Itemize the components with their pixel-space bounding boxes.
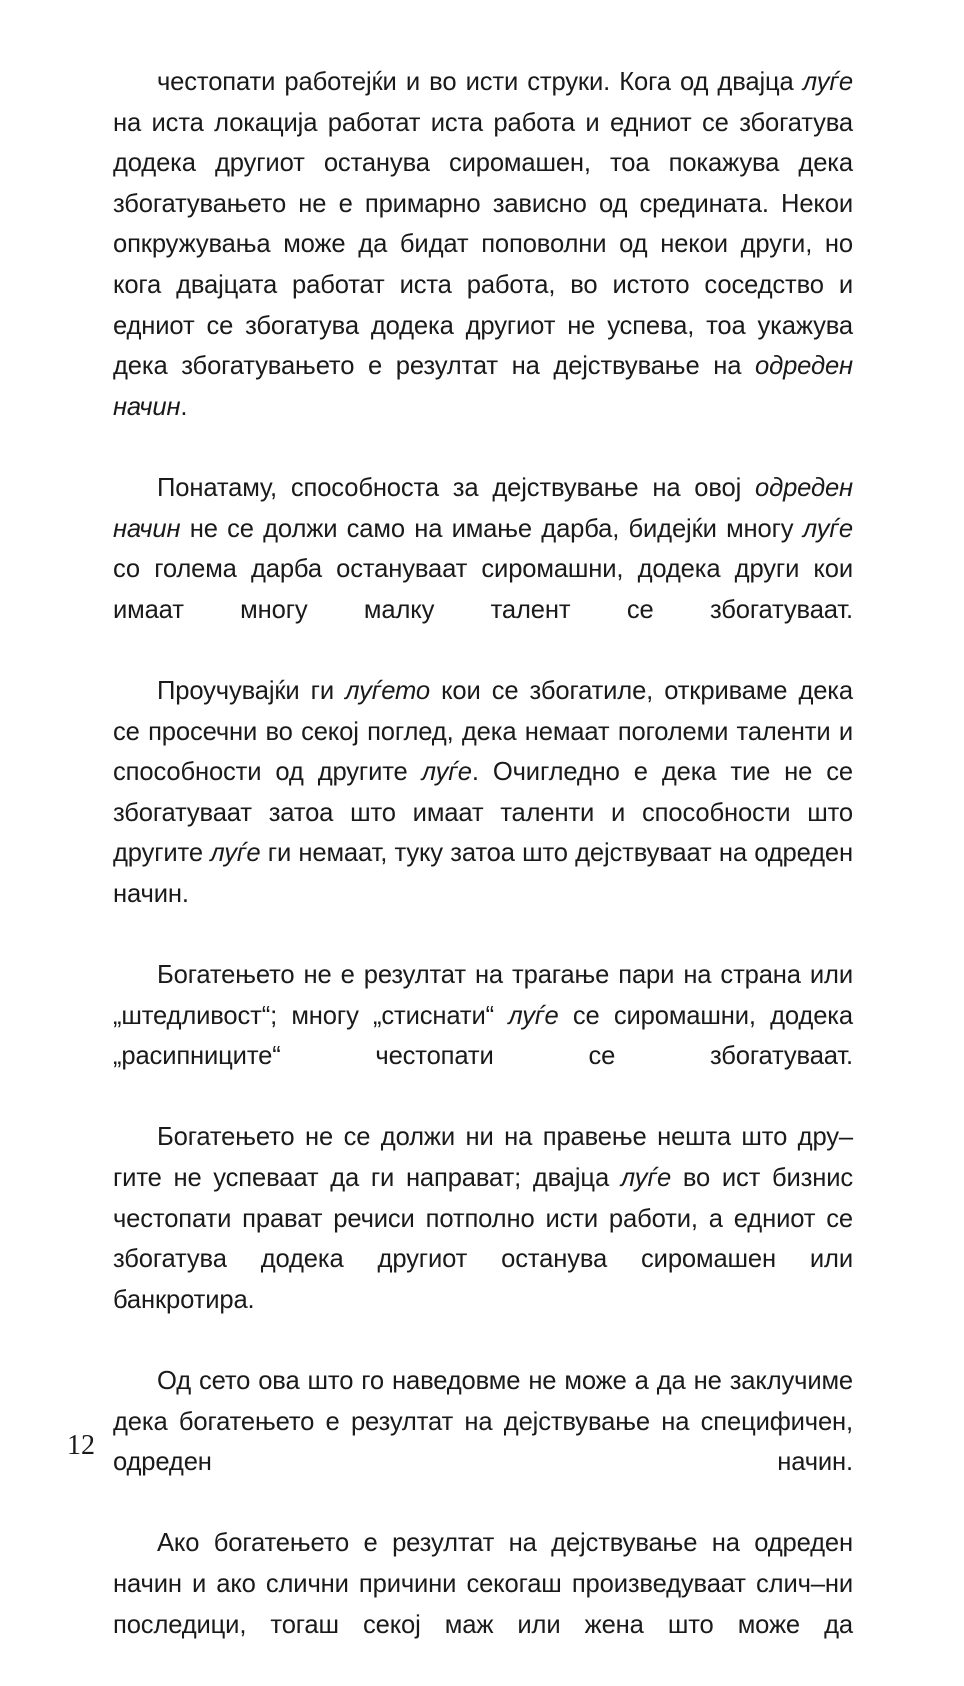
paragraph-5 [113,1117,853,1361]
paragraph-2-seg-2-italic: одреден начин [113,473,853,543]
paragraph-3-seg-1: Проучувајќи ги [157,676,346,705]
paragraph-1-seg-4-italic: одреден начин [113,352,853,421]
page-text-block [113,62,853,1686]
paragraph-1 [113,62,853,468]
paragraph-3-seg-7: ги немаат, туку затоа што дејствуваат на одреден начин. [113,839,853,908]
paragraph-1-seg-1: честопати работејќи и во исти струки. Кога од двајца [157,68,803,96]
paragraph-1-seg-3: на иста локација работат иста работа и едниот се збогатува додека другиот останува сиромашен, тоа покажува дека збогатувањето не е примарно зависно од срединатa. Некои опкружувања може да бидат поповолни од некои други, но кога двајцата работат иста работа, во истото соседство и едниот се збогатува додека другиот не успева, тоа укажува дека збогатувањето е резултат на дејствување на [113,108,853,381]
paragraph-3-seg-2-italic: луѓето [345,676,431,705]
paragraph-2-seg-3: не се должи само на имање дарба, бидејќи многу [180,514,803,543]
paragraph-4 [113,955,853,1117]
paragraph-7 [113,1523,853,1685]
page-number: 12 [67,1430,95,1461]
paragraph-4-seg-1: Богатењето не е резултат на трагање пари на страна или „штедливост“; многу „стиснати“ [113,961,853,1030]
paragraph-3-seg-3: кои се збогатиле, откриваме дека се просечни во секој поглед, дека немаат поголеми таленти и способности од другите [113,676,853,787]
paragraph-5-seg-3: во ист бизнис честопати прават речиси потполно исти работи, а едниот се збогатува додека другиот останува сиромашен или банкротира. [113,1164,853,1314]
paragraph-1-seg-2-italic: луѓе [802,68,853,96]
paragraph-6 [113,1361,853,1523]
paragraph-3-seg-4-italic: луѓе [421,758,472,787]
paragraph-4-seg-2-italic: луѓе [508,1001,559,1030]
paragraph-6-seg-1: Од сето ова што го наведовме не може а да не заклучиме дека богатењето е резултат на дејствување на специфичен, одреден начин. [113,1367,853,1477]
paragraph-7-seg-1: Ако богатењето е резултат на дејствување на одреден начин и ако слични причини секогаш произведуваат слич–ни последици, тогаш секој маж или жена што може да [113,1529,853,1639]
paragraph-3-seg-5: . Очигледно е дека тие не се збогатуваат затоа што имаат таленти и способности што другите [113,758,853,868]
paragraph-2-seg-5: со голема дарба остануваат сиромашни, додека други кои имаат многу малку талент се збогатуваат. [113,555,853,624]
paragraph-3-seg-6-italic: луѓе [210,839,261,868]
paragraph-2-seg-1: Понатаму, способноста за дејствување на овој [157,473,756,502]
paragraph-3 [113,671,853,955]
paragraph-2 [113,468,853,671]
paragraph-5-seg-2-italic: луѓе [620,1164,672,1193]
paragraph-2-seg-4-italic: луѓе [802,514,853,543]
paragraph-4-seg-3: се сиромашни, додека „расипниците“ честопати се збогатуваат. [113,1001,853,1071]
paragraph-5-seg-1: Богатењето не се должи ни на правење нешта што дру–гите не успеваат да ги направат; двајца [113,1123,853,1193]
paragraph-1-seg-5: . [180,392,188,421]
